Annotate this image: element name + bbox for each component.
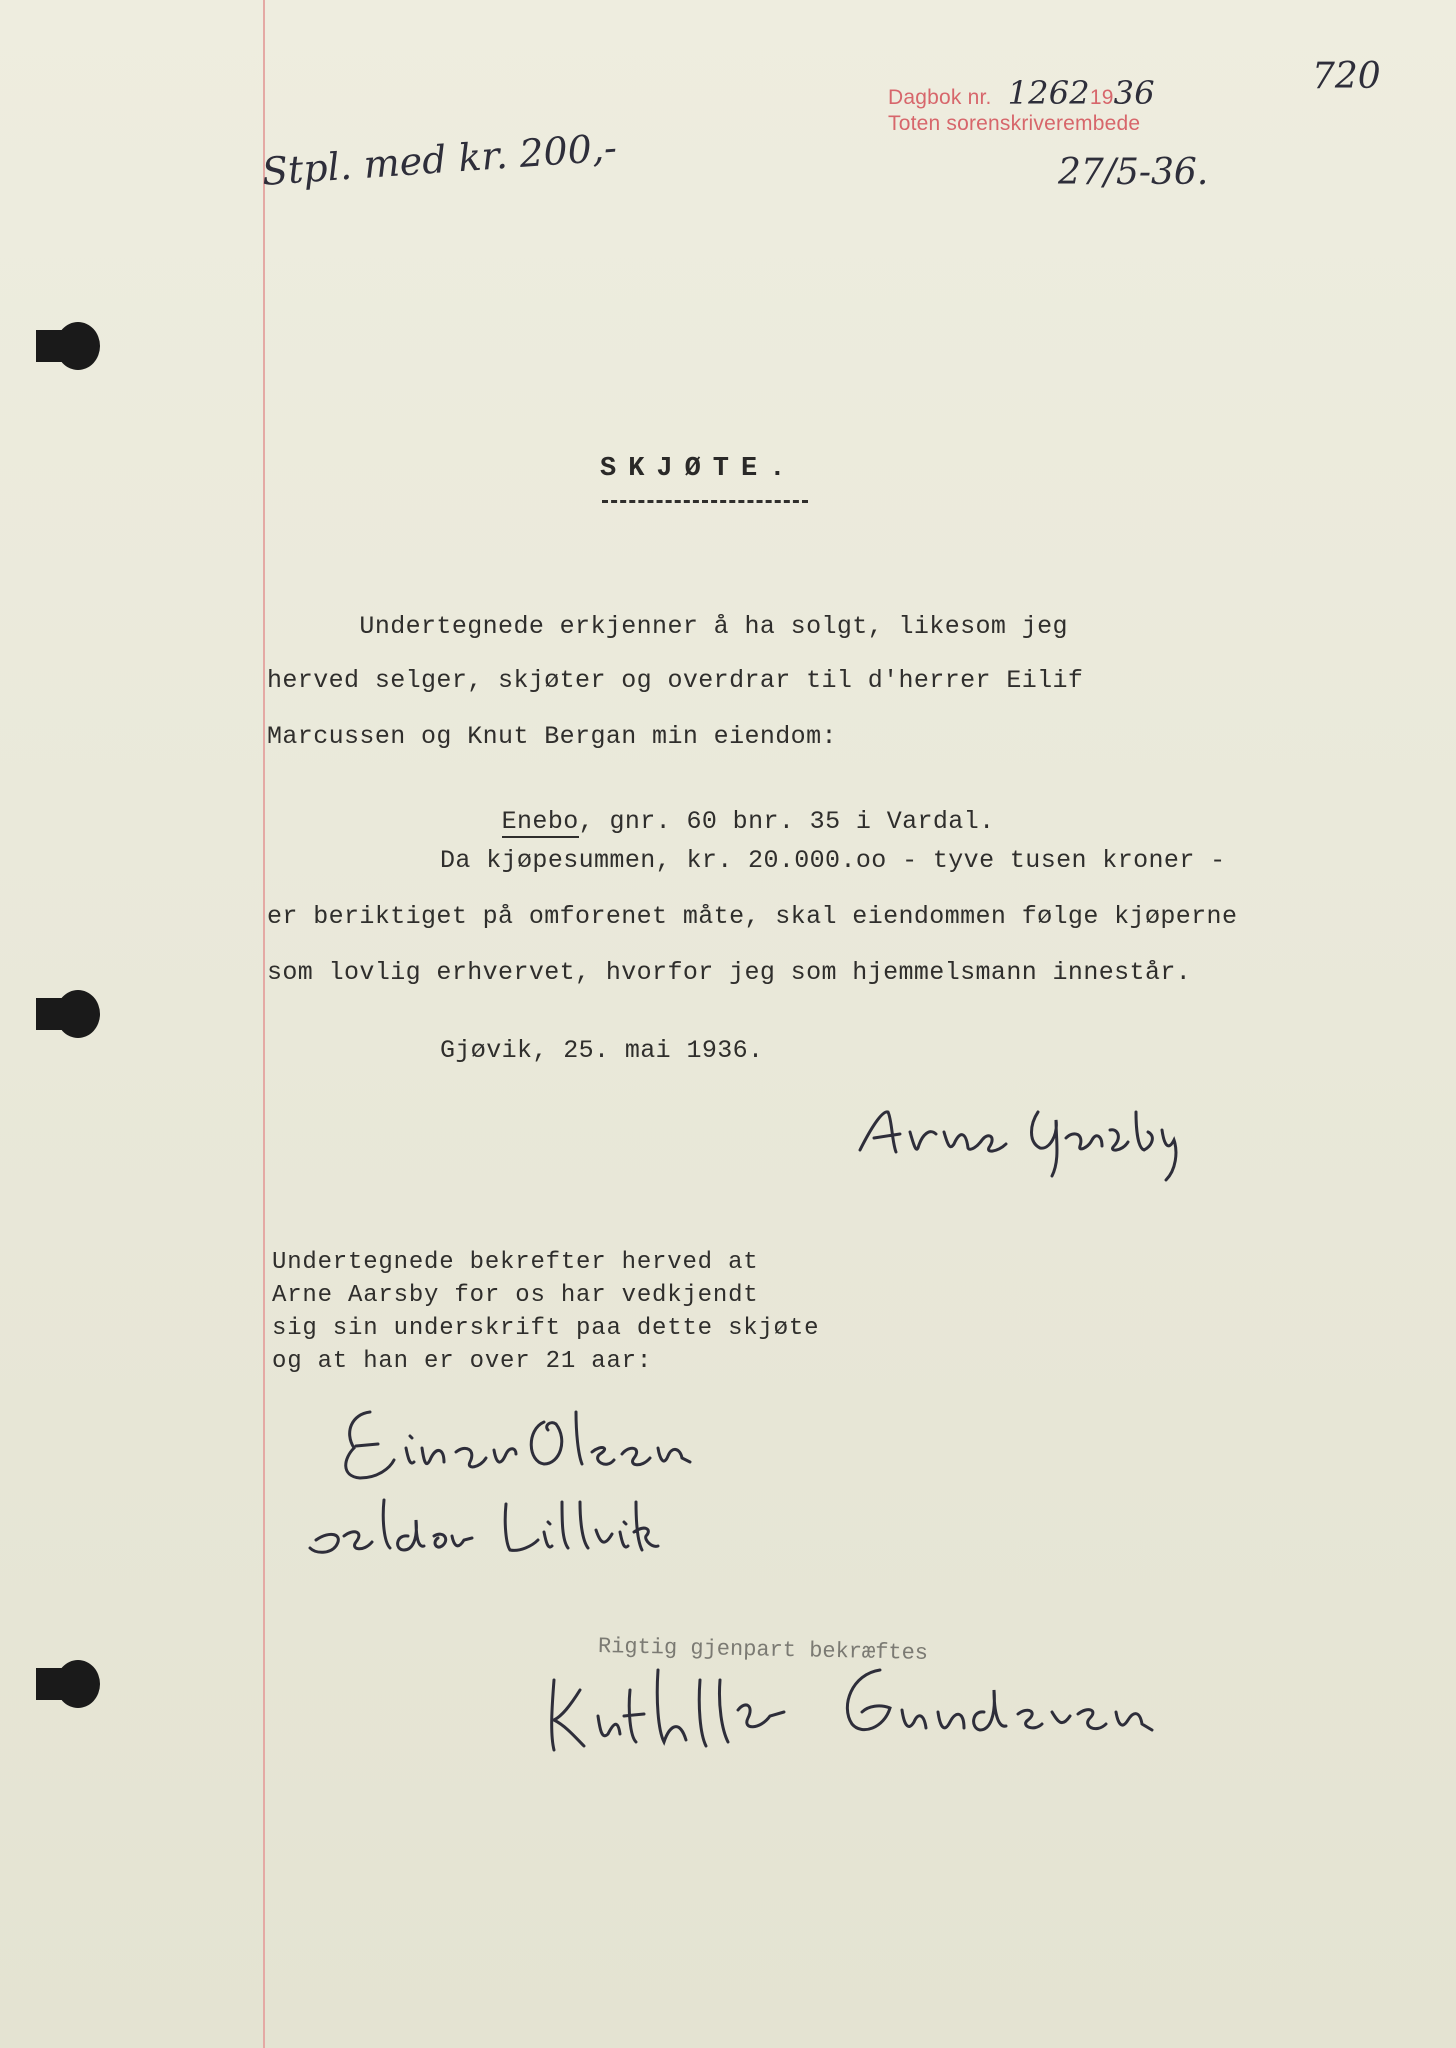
punch-hole-top [56, 322, 100, 370]
body-line-7: som lovlig erhvervet, hvorfor jeg som hjemmelsmann innestår. [267, 958, 1192, 987]
body-line-1: Undertegnede erkjenner å ha solgt, likesom jeg [267, 612, 1068, 641]
journal-stamp-line1 [888, 74, 1155, 112]
stamp-prefix: Dagbok nr. [888, 86, 992, 109]
journal-stamp-line2 [888, 112, 1140, 136]
witness-line-3: sig sin underskrift paa dette skjøte [272, 1315, 820, 1342]
stamp-year-hand: 36 [1113, 74, 1155, 112]
seller-signature [852, 1090, 1182, 1180]
punch-hole-middle [56, 990, 100, 1038]
stamp-office: Toten sorenskriverembede [888, 112, 1141, 135]
witness-line-2: Arne Aarsby for os har vedkjendt [272, 1282, 759, 1309]
body-line-2: herved selger, skjøter og overdrar til d'herrer Eilif [267, 666, 1084, 695]
red-margin-line [263, 0, 265, 2048]
property-details: , gnr. 60 bnr. 35 i Vardal. [578, 807, 995, 836]
stamp-journal-number: 1262 [1007, 74, 1090, 112]
property-name: Enebo [501, 807, 579, 836]
stamp-date: 27/5-36. [1058, 152, 1209, 193]
stamp-year-prefix: 19 [1089, 86, 1114, 109]
witness-line-1: Undertegnede bekrefter herved at [272, 1249, 759, 1276]
certification-text: Rigtig gjenpart bekræftes [597, 1634, 929, 1666]
witness-signature-1 [330, 1392, 710, 1492]
body-line-6: er beriktiget på omforenet måte, skal eiendommen følge kjøperne [267, 902, 1238, 931]
margin-stamp-fee-note: Stpl. med kr. 200,- [260, 125, 619, 194]
witness-signature-2 [300, 1480, 680, 1570]
document-title: SKJØTE. [600, 454, 798, 484]
punch-hole-bottom [56, 1660, 100, 1708]
place-date: Gjøvik, 25. mai 1936. [440, 1036, 764, 1065]
page-number: 720 [1312, 56, 1381, 97]
body-line-5: Da kjøpesummen, kr. 20.000.oo - tyve tusen kroner - [440, 846, 1226, 875]
title-underline [602, 500, 808, 503]
witness-line-4: og at han er over 21 aar: [272, 1348, 653, 1375]
certification-signature [540, 1650, 1200, 1770]
body-line-3: Marcussen og Knut Bergan min eiendom: [267, 722, 837, 751]
